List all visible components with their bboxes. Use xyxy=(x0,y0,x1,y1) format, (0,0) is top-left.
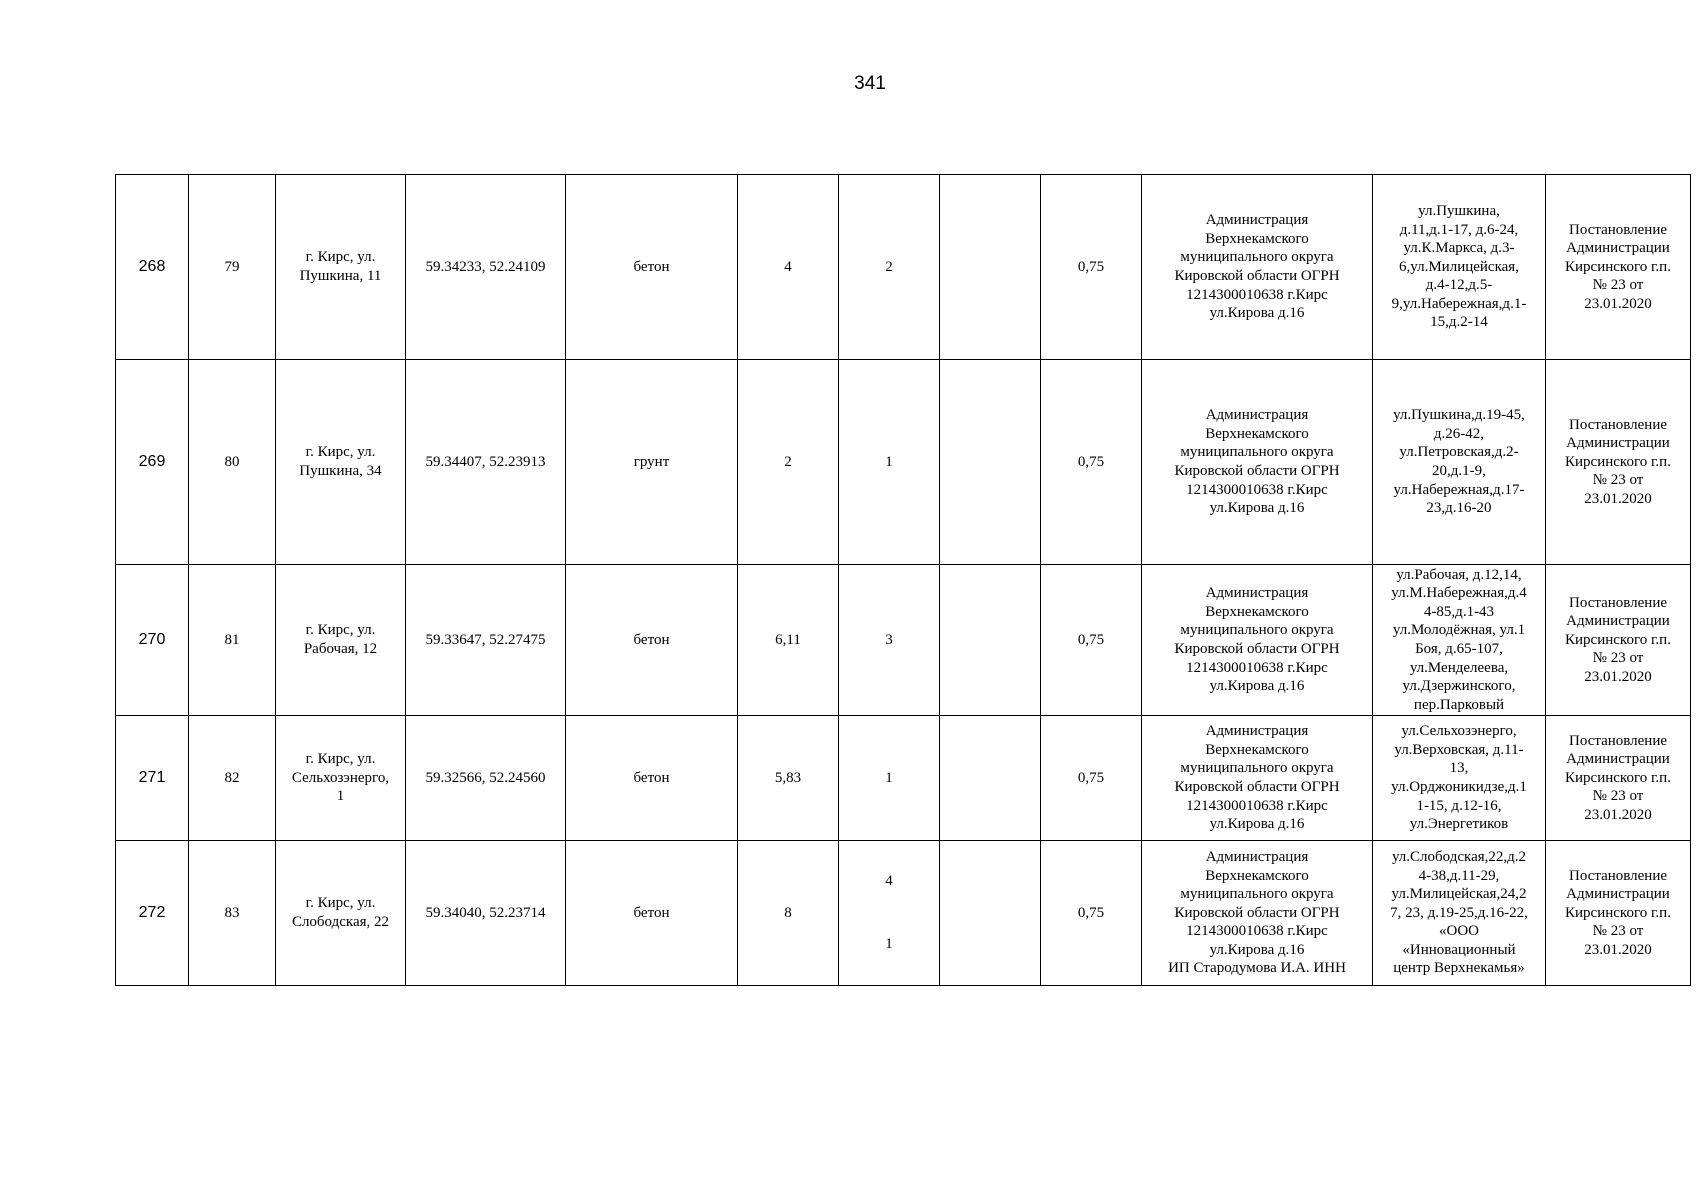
owner-cell-line: 1214300010638 г.Кирс xyxy=(1186,481,1328,498)
served-objects-cell-line: д.11,д.1-17, д.6-24, xyxy=(1399,221,1519,238)
decree-cell-line: Администрации xyxy=(1566,613,1670,630)
surface-cell: грунт xyxy=(566,360,738,565)
row-index: 82 xyxy=(189,716,276,841)
decree-cell-line: Постановление xyxy=(1568,594,1668,611)
served-objects-cell-line: ул.Сельхозэнерго, xyxy=(1401,723,1517,740)
address-cell-line: Сельхозэнерго, xyxy=(291,769,390,786)
owner-cell-line: Верхнекамского xyxy=(1205,603,1309,620)
row-index: 79 xyxy=(189,175,276,360)
owner-cell-line: Кировской области ОГРН xyxy=(1174,904,1340,921)
table-row xyxy=(116,565,1691,716)
decree-cell-line: № 23 от xyxy=(1592,788,1644,805)
served-objects-cell-line: 7, 23, д.19-25,д.16-22, xyxy=(1390,904,1528,921)
decree-cell-line: № 23 от xyxy=(1592,472,1644,489)
served-objects-cell-line: ул.Петровская,д.2- xyxy=(1399,444,1519,461)
served-objects-cell-line: ул.К.Маркса, д.3- xyxy=(1403,240,1515,257)
address-cell-line: Рабочая, 12 xyxy=(303,641,378,657)
served-objects-cell-line: 13, xyxy=(1449,760,1469,777)
owner-cell-line: ИП Стародумова И.А. ИНН xyxy=(1168,960,1346,977)
served-objects-cell xyxy=(1373,175,1546,360)
table-row xyxy=(116,716,1691,841)
containers-cell: 2 xyxy=(839,175,940,360)
volume-cell: 0,75 xyxy=(1041,716,1142,841)
containers-value: 4 xyxy=(885,873,893,890)
coordinates-cell: 59.34407, 52.23913 xyxy=(406,360,566,565)
containers-cell: 3 xyxy=(839,565,940,716)
address-cell-line: г. Кирс, ул. xyxy=(305,622,376,639)
owner-cell-line: Администрация xyxy=(1205,212,1309,229)
decree-cell-line: Администрации xyxy=(1566,751,1670,768)
owner-cell-line: ул.Кирова д.16 xyxy=(1209,678,1305,695)
owner-cell-line: Верхнекамского xyxy=(1205,867,1309,884)
served-objects-cell-line: ул.Рабочая, д.12,14, xyxy=(1396,566,1522,583)
served-objects-cell-line: пер.Парковый xyxy=(1413,696,1505,713)
address-cell-line: г. Кирс, ул. xyxy=(305,249,376,266)
owner-cell-line: ул.Кирова д.16 xyxy=(1209,941,1305,958)
table-body xyxy=(116,175,1691,986)
address-cell-line: г. Кирс, ул. xyxy=(305,895,376,912)
volume-cell: 0,75 xyxy=(1041,841,1142,986)
decree-cell-line: № 23 от xyxy=(1592,277,1644,294)
empty-cell xyxy=(940,360,1041,565)
decree-cell-line: Постановление xyxy=(1568,867,1668,884)
surface-cell: бетон xyxy=(566,565,738,716)
coordinates-cell: 59.34040, 52.23714 xyxy=(406,841,566,986)
owner-cell-line: муниципального округа xyxy=(1180,886,1334,903)
served-objects-cell-line: д.4-12,д.5- xyxy=(1425,277,1493,294)
decree-cell-line: Кирсинского г.п. xyxy=(1565,258,1671,275)
served-objects-cell-line: ул.Менделеева, xyxy=(1409,659,1509,676)
page-number: 341 xyxy=(854,73,886,94)
served-objects-cell-line: ул.Набережная,д.17- xyxy=(1393,481,1525,498)
owner-cell xyxy=(1142,360,1373,565)
served-objects-cell xyxy=(1373,565,1546,716)
owner-cell-line: муниципального округа xyxy=(1180,249,1334,266)
owner-cell xyxy=(1142,841,1373,986)
decree-cell-line: Постановление xyxy=(1568,732,1668,749)
served-objects-cell-line: 4-85,д.1-43 xyxy=(1423,603,1495,620)
served-objects-cell-line: ул.Слободская,22,д.2 xyxy=(1391,848,1527,865)
area-cell: 8 xyxy=(738,841,839,986)
owner-cell-line: Администрация xyxy=(1205,407,1309,424)
served-objects-cell xyxy=(1373,841,1546,986)
served-objects-cell-line: ул.Орджоникидзе,д.1 xyxy=(1391,779,1527,795)
owner-cell-line: Верхнекамского xyxy=(1205,230,1309,247)
served-objects-cell-line: 20,д.1-9, xyxy=(1432,463,1486,479)
owner-cell-line: муниципального округа xyxy=(1180,622,1334,639)
registry-table xyxy=(115,174,1691,986)
owner-cell-line: 1214300010638 г.Кирс xyxy=(1186,923,1328,940)
owner-cell-line: 1214300010638 г.Кирс xyxy=(1186,659,1328,676)
volume-cell: 0,75 xyxy=(1041,360,1142,565)
address-cell-line: Пушкина, 11 xyxy=(299,268,382,284)
owner-cell-line: Администрация xyxy=(1205,585,1309,602)
volume-cell: 0,75 xyxy=(1041,565,1142,716)
address-cell-line: Слободская, 22 xyxy=(291,914,390,930)
empty-cell xyxy=(940,175,1041,360)
empty-cell xyxy=(940,716,1041,841)
address-cell-line: 1 xyxy=(336,788,345,805)
empty-cell xyxy=(940,841,1041,986)
served-objects-cell-line: ул.Молодёжная, ул.1 xyxy=(1392,622,1526,639)
decree-cell-line: № 23 от xyxy=(1592,923,1644,940)
decree-cell xyxy=(1546,360,1691,565)
coordinates-cell: 59.34233, 52.24109 xyxy=(406,175,566,360)
decree-cell-line: Кирсинского г.п. xyxy=(1565,453,1671,470)
address-cell-line: г. Кирс, ул. xyxy=(305,751,376,768)
row-number: 271 xyxy=(116,716,189,841)
served-objects-cell xyxy=(1373,716,1546,841)
served-objects-cell-line: ул.Верховская, д.11- xyxy=(1394,741,1524,758)
decree-cell-line: 23.01.2020 xyxy=(1584,490,1652,507)
area-cell: 5,83 xyxy=(738,716,839,841)
owner-cell xyxy=(1142,716,1373,841)
row-index: 83 xyxy=(189,841,276,986)
decree-cell-line: Кирсинского г.п. xyxy=(1565,769,1671,786)
owner-cell-line: Кировской области ОГРН xyxy=(1174,779,1340,795)
volume-cell: 0,75 xyxy=(1041,175,1142,360)
served-objects-cell-line: 9,ул.Набережная,д.1- xyxy=(1391,295,1527,312)
decree-cell-line: Кирсинского г.п. xyxy=(1565,631,1671,648)
decree-cell xyxy=(1546,175,1691,360)
address-cell-line: г. Кирс, ул. xyxy=(305,444,376,461)
decree-cell-line: 23.01.2020 xyxy=(1584,941,1652,958)
row-index: 81 xyxy=(189,565,276,716)
decree-cell-line: 23.01.2020 xyxy=(1584,668,1652,685)
owner-cell-line: ул.Кирова д.16 xyxy=(1209,305,1305,322)
empty-cell xyxy=(940,565,1041,716)
address-cell xyxy=(276,841,406,986)
served-objects-cell xyxy=(1373,360,1546,565)
row-number: 269 xyxy=(116,360,189,565)
decree-cell-line: Постановление xyxy=(1568,416,1668,433)
owner-cell-line: муниципального округа xyxy=(1180,444,1334,461)
owner-cell-line: Кировской области ОГРН xyxy=(1174,268,1340,284)
coordinates-cell: 59.33647, 52.27475 xyxy=(406,565,566,716)
served-objects-cell-line: ул.М.Набережная,д.4 xyxy=(1391,585,1527,602)
owner-cell xyxy=(1142,175,1373,360)
owner-cell-line: Администрация xyxy=(1205,723,1309,740)
decree-cell-line: 23.01.2020 xyxy=(1584,295,1652,312)
row-number: 272 xyxy=(116,841,189,986)
served-objects-cell-line: 6,ул.Милицейская, xyxy=(1399,258,1519,275)
surface-cell: бетон xyxy=(566,841,738,986)
table-row xyxy=(116,175,1691,360)
owner-cell-line: Кировской области ОГРН xyxy=(1174,463,1340,479)
address-cell xyxy=(276,360,406,565)
containers-cell: 1 xyxy=(839,716,940,841)
decree-cell-line: № 23 от xyxy=(1592,650,1644,667)
owner-cell-line: 1214300010638 г.Кирс xyxy=(1186,797,1328,814)
served-objects-cell-line: ул.Милицейская,24,2 xyxy=(1391,886,1527,903)
owner-cell-line: Верхнекамского xyxy=(1205,425,1309,442)
row-number: 270 xyxy=(116,565,189,716)
owner-cell xyxy=(1142,565,1373,716)
decree-cell xyxy=(1546,565,1691,716)
area-cell: 6,11 xyxy=(738,565,839,716)
containers-cell xyxy=(839,841,940,986)
address-cell-line: Пушкина, 34 xyxy=(299,463,382,479)
table-row xyxy=(116,360,1691,565)
row-index: 80 xyxy=(189,360,276,565)
decree-cell-line: Администрации xyxy=(1566,435,1670,452)
decree-cell xyxy=(1546,841,1691,986)
surface-cell: бетон xyxy=(566,175,738,360)
owner-cell-line: Администрация xyxy=(1205,848,1309,865)
coordinates-cell: 59.32566, 52.24560 xyxy=(406,716,566,841)
decree-cell-line: Администрации xyxy=(1566,240,1670,257)
decree-cell-line: 23.01.2020 xyxy=(1584,806,1652,823)
table-row xyxy=(116,841,1691,986)
served-objects-cell-line: ул.Пушкина,д.19-45, xyxy=(1393,407,1525,424)
owner-cell-line: муниципального округа xyxy=(1180,760,1334,777)
served-objects-cell-line: ул.Пушкина, xyxy=(1418,202,1500,219)
surface-cell: бетон xyxy=(566,716,738,841)
address-cell xyxy=(276,716,406,841)
served-objects-cell-line: ул.Энергетиков xyxy=(1409,816,1509,833)
address-cell xyxy=(276,565,406,716)
decree-cell xyxy=(1546,716,1691,841)
served-objects-cell-line: центр Верхнекамья» xyxy=(1393,960,1525,977)
area-cell: 4 xyxy=(738,175,839,360)
area-cell: 2 xyxy=(738,360,839,565)
owner-cell-line: Кировской области ОГРН xyxy=(1174,641,1340,657)
served-objects-cell-line: «Инновационный xyxy=(1402,941,1516,958)
owner-cell-line: ул.Кирова д.16 xyxy=(1209,500,1305,517)
served-objects-cell-line: 23,д.16-20 xyxy=(1426,500,1492,517)
containers-cell: 1 xyxy=(839,360,940,565)
served-objects-cell-line: 4-38,д.11-29, xyxy=(1418,867,1500,884)
address-cell xyxy=(276,175,406,360)
served-objects-cell-line: 1-15, д.12-16, xyxy=(1416,797,1502,814)
decree-cell-line: Администрации xyxy=(1566,886,1670,903)
owner-cell-line: Верхнекамского xyxy=(1205,741,1309,758)
served-objects-cell-line: «ООО xyxy=(1439,923,1479,940)
served-objects-cell-line: ул.Дзержинского, xyxy=(1402,678,1516,695)
row-number: 268 xyxy=(116,175,189,360)
owner-cell-line: 1214300010638 г.Кирс xyxy=(1186,286,1328,303)
served-objects-cell-line: д.26-42, xyxy=(1433,425,1485,442)
served-objects-cell-line: Боя, д.65-107, xyxy=(1415,641,1503,657)
decree-cell-line: Кирсинского г.п. xyxy=(1565,904,1671,921)
containers-value: 1 xyxy=(885,935,893,952)
owner-cell-line: ул.Кирова д.16 xyxy=(1209,816,1305,833)
served-objects-cell-line: 15,д.2-14 xyxy=(1430,314,1488,331)
decree-cell-line: Постановление xyxy=(1568,221,1668,238)
